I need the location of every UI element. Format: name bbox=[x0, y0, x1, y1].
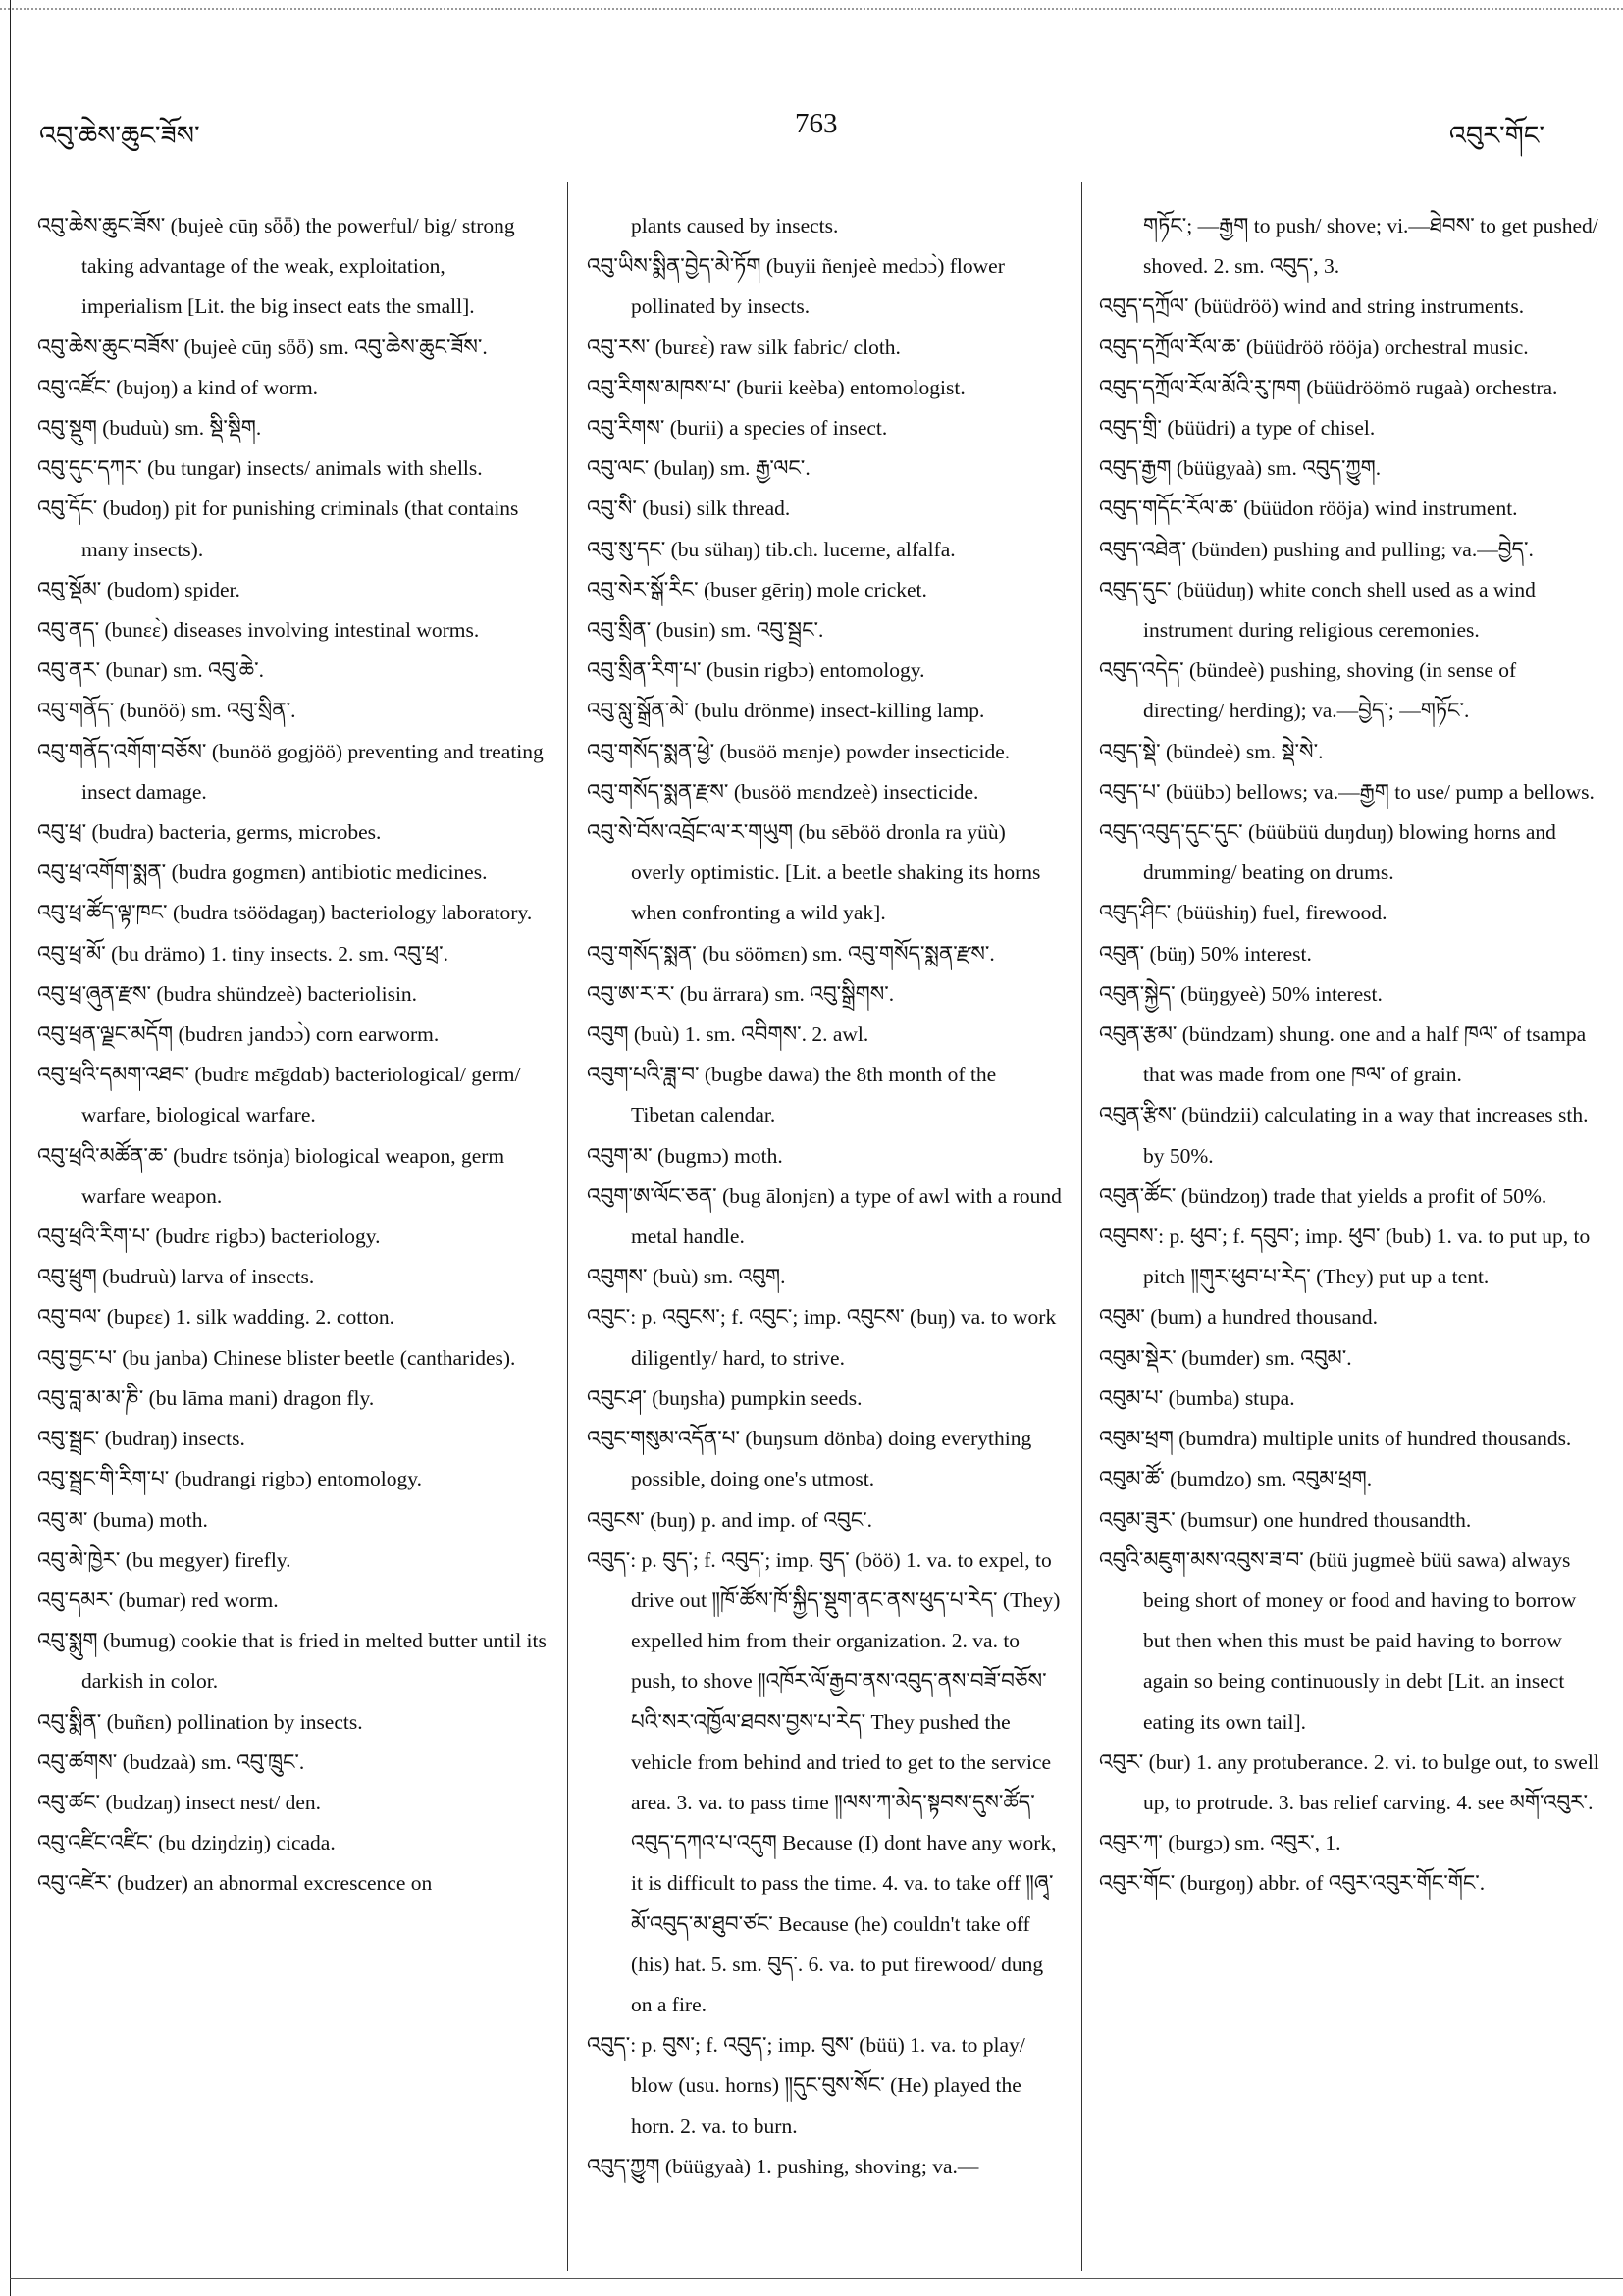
dictionary-entry: འབུ་སྲིན་རིག་པ་ (busin rigbɔ) entomology. bbox=[587, 658, 925, 683]
dictionary-entry: འབུ་འཛེར་ (budzer) an abnormal excrescence on bbox=[37, 1871, 433, 1896]
dictionary-entry: འབུ་སི་ (busi) silk thread. bbox=[587, 496, 791, 521]
dictionary-entry: འབུ་སེ་བོས་འབྲོང་ལ་ར་གཡུག (bu sēböö dronla ra yüù) overly optimistic. [Lit. a beetle shaking its horns when confronting a wild yak]. bbox=[587, 820, 1041, 925]
column-3 bbox=[1099, 206, 1599, 1905]
dictionary-entry: འབུ་ཕྲའི་དམག་འཐབ་ (budrɛ mɛ̄gdɑb) bacteriological/ germ/ warfare, biological warfare. bbox=[37, 1063, 521, 1127]
dictionary-entry: འབུམ་ཟུར་ (bumsur) one hundred thousandth. bbox=[1099, 1507, 1472, 1532]
dictionary-entry: འབུན་རྩིས་ (bündzii) calculating in a way that increases sth. by 50%. bbox=[1099, 1103, 1589, 1168]
dictionary-entry: འབུད་འབུད་དུང་དུང་ (büübüü duŋduŋ) blowing horns and drumming/ beating on drums. bbox=[1099, 820, 1556, 885]
dictionary-entry: འབུ་ཕྲའི་རིག་པ་ (budrɛ rigbɔ) bacteriology. bbox=[37, 1225, 381, 1249]
dictionary-entry: འབུ་གསོད་སྨན་ཕྱེ་ (busöö mɛnje) powder insecticide. bbox=[587, 739, 1011, 763]
dictionary-entry: འབུ་ཕྲའི་མཚོན་ཆ་ (budrɛ tsönja) biological weapon, germ warfare weapon. bbox=[37, 1143, 505, 1208]
dictionary-entry: འབུམ་ཚོ་ (bumdzo) sm. འབུམ་ཕྲག. bbox=[1099, 1467, 1373, 1491]
dictionary-entry: འབུ་ལང་ (bulaŋ) sm. རྒྱ་ལང་. bbox=[587, 456, 811, 481]
dictionary-entry: འབུ་སྨུག (bumug) cookie that is fried in melted butter until its darkish in color. bbox=[37, 1629, 547, 1694]
dictionary-entry: འབུ་མེ་ཁྱེར་ (bu megyer) firefly. bbox=[37, 1547, 291, 1572]
dictionary-entry: འབུད་གདོང་རོལ་ཆ་ (büüdon rööja) wind instrument. bbox=[1099, 496, 1518, 521]
dictionary-entry: འབུམ་སྡེར་ (bumder) sm. འབུམ་. bbox=[1099, 1345, 1352, 1370]
dictionary-entry: འབུ་སུ་དང་ (bu sühaŋ) tib.ch. lucerne, alfalfa. bbox=[587, 537, 956, 561]
dictionary-entry: འབུ་སྡུག (buduù) sm. སྡི་སྡིག. bbox=[37, 416, 262, 441]
header-left-guideword: འབུ་ཆེས་ཆུང་ཟོས་ bbox=[39, 121, 200, 150]
dictionary-entry: འབུ་སེར་སྒོ་རིང་ (buser gēriŋ) mole cricket. bbox=[587, 577, 927, 601]
dictionary-entry: འབུ་དུང་དཀར་ (bu tungar) insects/ animals with shells. bbox=[37, 456, 483, 481]
dictionary-entry: འབུ་རིགས་མཁས་པ་ (burii keèba) entomologist. bbox=[587, 375, 966, 399]
dictionary-entry-continuation: གཏོང་; —རྒྱག to push/ shove; vi.—ཐེབས་ to get pushed/ shoved. 2. sm. འབུད་, 3. bbox=[1143, 214, 1598, 279]
dictionary-entry: འབུན་སྐྱེད་ (büŋgyeè) 50% interest. bbox=[1099, 981, 1383, 1006]
dictionary-entry: འབུ་ཡིས་སྨིན་བྱེད་མེ་ཏོག (buyii ñenjeè medɔɔ̀) flower pollinated by insects. bbox=[587, 254, 1005, 319]
dictionary-entry: འབུན་ཚོང་ (bündzoŋ) trade that yields a profit of 50%. bbox=[1099, 1183, 1547, 1208]
dictionary-entry: འབུད་དཀྲོལ་རོལ་ཆ་ (büüdröö rööja) orchestral music. bbox=[1099, 335, 1529, 359]
dictionary-entry-continuation: plants caused by insects. bbox=[631, 214, 839, 237]
page-edge bbox=[10, 0, 11, 2296]
dictionary-entry: འབུ་རིགས་ (burii) a species of insect. bbox=[587, 416, 888, 441]
dictionary-entry: འབུ་ཕྲ་ཞུན་རྫས་ (budra shündzeè) bacteriolisin. bbox=[37, 981, 418, 1006]
header-right-guideword: འབུར་གོང་ bbox=[1448, 121, 1544, 150]
dictionary-entry: འབུ་ཕྲ་ཚོད་ལྟ་ཁང་ (budra tsöödagaŋ) bacteriology laboratory. bbox=[37, 901, 533, 925]
dictionary-entry: འབུད་པ་ (büübɔ) bellows; va.—རྒྱག to use/ pump a bellows. bbox=[1099, 779, 1595, 804]
dictionary-entry: འབུ་སྦྲང་གི་རིག་པ་ (budrangi rigbɔ) entomology. bbox=[37, 1467, 423, 1491]
dictionary-entry: འབུ་ཕྲ་མོ་ (bu drämo) 1. tiny insects. 2. sm. འབུ་ཕྲ་. bbox=[37, 941, 449, 965]
dictionary-entry: འབུམ་ (bum) a hundred thousand. bbox=[1099, 1305, 1378, 1330]
column-1 bbox=[37, 206, 548, 1905]
dictionary-entry: འབུད་གྲི་ (büüdri) a type of chisel. bbox=[1099, 416, 1376, 441]
dictionary-entry: འབུ་ཆེས་ཆུང་བཟོས་ (bujeè cūŋ sȫȫ) sm. འབུ་ཆེས་ཆུང་ཟོས་. bbox=[37, 335, 488, 359]
dictionary-entry: འབུ་འཛོང་ (bujoŋ) a kind of worm. bbox=[37, 375, 319, 399]
dictionary-entry: འབུམ་ཕྲག (bumdra) multiple units of hundred thousands. bbox=[1099, 1427, 1572, 1451]
dictionary-entry: འབུ་འཛིང་འཛིང་ (bu dziŋdziŋ) cicada. bbox=[37, 1831, 336, 1855]
dictionary-entry: འབུད་དུང་ (büüduŋ) white conch shell used as a wind instrument during religious ceremonies. bbox=[1099, 577, 1536, 643]
dictionary-entry: འབུད་ཤིང་ (büüshiŋ) fuel, firewood. bbox=[1099, 901, 1387, 925]
column-divider bbox=[567, 182, 568, 2271]
dictionary-entry: འབུ་བལ་ (bupɛɛ) 1. silk wadding. 2. cotton. bbox=[37, 1305, 395, 1330]
dictionary-entry: འབུ་གནོད་འགོག་བཅོས་ (bunöö gogjöö) preventing and treating insect damage. bbox=[37, 739, 544, 804]
dictionary-entry: འབུད་འཐེན་ (bünden) pushing and pulling; va.—བྱེད་. bbox=[1099, 537, 1534, 561]
dictionary-entry: འབུ་དམར་ (bumar) red worm. bbox=[37, 1588, 279, 1612]
dictionary-entry: འབུ་གསོད་སྨན་རྫས་ (busöö mɛndzeè) insecticide. bbox=[587, 779, 979, 804]
dictionary-entry: འབུད་ཀྱུག (büügyaà) 1. pushing, shoving; va.— bbox=[587, 2154, 979, 2178]
dictionary-entry: འབུ་སླུ་སྒྲོན་མེ་ (bulu drönme) insect-killing lamp. bbox=[587, 699, 985, 723]
dictionary-entry: འབུ་ཕྲ་ (budra) bacteria, germs, microbes. bbox=[37, 820, 382, 845]
dictionary-entry: འབུ་སྡོམ་ (budom) spider. bbox=[37, 577, 240, 601]
dictionary-entry: འབུ་བྱང་པ་ (bu janba) Chinese blister beetle (cantharides). bbox=[37, 1345, 516, 1370]
column-divider bbox=[1081, 182, 1082, 2271]
dictionary-entry: འབུ་སྲིན་ (busin) sm. འབུ་སྦྲང་. bbox=[587, 618, 824, 643]
dictionary-entry: འབུང་ཤ་ (buŋsha) pumpkin seeds. bbox=[587, 1385, 863, 1410]
dictionary-entry: འབུག་པའི་ཟླ་བ་ (bugbe dawa) the 8th month of the Tibetan calendar. bbox=[587, 1063, 997, 1127]
dictionary-entry: འབུངས་ (buŋ) p. and imp. of འབུང་. bbox=[587, 1507, 872, 1532]
dictionary-entry: འབུད་སྡེ་ (bündeè) sm. སྡེ་སེ་. bbox=[1099, 739, 1324, 763]
bottom-rule bbox=[10, 2278, 1623, 2279]
dictionary-entry: འབུ་ཕྲུག (budruù) larva of insects. bbox=[37, 1265, 315, 1289]
top-rule bbox=[0, 8, 1623, 10]
dictionary-entry: འབུང་གསུམ་འདོན་པ་ (buŋsum dönba) doing everything possible, doing one's utmost. bbox=[587, 1427, 1032, 1491]
dictionary-entry: འབུ་ནད་ (bunɛɛ̀) diseases involving intestinal worms. bbox=[37, 618, 480, 643]
dictionary-entry: འབུར་གོང་ (burgoŋ) abbr. of འབུར་འབུར་གོང་གོང་. bbox=[1099, 1871, 1486, 1896]
dictionary-entry: འབུ་དོང་ (budoŋ) pit for punishing criminals (that contains many insects). bbox=[37, 496, 519, 561]
dictionary-entry: འབུན་ (büŋ) 50% interest. bbox=[1099, 941, 1312, 965]
dictionary-entry: འབུག་ཨ་ལོང་ཅན་ (bug ālonjɛn) a type of awl with a round metal handle. bbox=[587, 1183, 1062, 1249]
dictionary-entry: འབུར་ (bur) 1. any protuberance. 2. vi. to bulge out, to swell up, to protrude. 3. bas relief carving. 4. see མགོ་འབུར་. bbox=[1099, 1749, 1599, 1814]
dictionary-entry: འབུ་ཨ་ར་ར་ (bu ärrara) sm. འབུ་སྒྲིགས་. bbox=[587, 981, 895, 1006]
dictionary-entry: འབུམ་པ་ (bumba) stupa. bbox=[1099, 1385, 1295, 1410]
dictionary-entry: འབུད་རྒྱག (büügyaà) sm. འབུད་ཀྱུག. bbox=[1099, 456, 1382, 481]
dictionary-entry: འབུད་དཀྲོལ་རོལ་མོའི་རུ་ཁག (büüdröömö rugaà) orchestra. bbox=[1099, 375, 1558, 399]
dictionary-entry: འབུ་སྨིན་ (buñɛn) pollination by insects. bbox=[37, 1709, 363, 1734]
dictionary-entry: འབུན་རྩམ་ (bündzam) shung. one and a half ཁལ་ of tsampa that was made from one ཁལ་ of grain. bbox=[1099, 1022, 1587, 1087]
dictionary-entry: འབུགས་ (buù) sm. འབུག. bbox=[587, 1265, 786, 1289]
dictionary-entry: འབུ་ཚང་ (budzaŋ) insect nest/ den. bbox=[37, 1790, 322, 1814]
dictionary-entry: འབུག་མ་ (bugmɔ) moth. bbox=[587, 1143, 783, 1168]
dictionary-entry: འབུད་: p. བུད་; f. འབུད་; imp. བུད་ (böö) 1. va. to expel, to drive out ༎ཁོ་ཚོས་ཁོ་སྐྱིད་སྡུག་ནང་ནས་ཕུད་པ་རེད་ (They) expelled him from their organization. 2. va. to push, to shove ༎འཁོར་ལོ་རྒྱབ་ནས་འབུད་ནས་བཟོ་བཅོས་པའི་སར་འཁྱོལ་ཐབས་བྱས་པ་རེད་ They pushed the vehicle from behind and tried to get to the service area. 3. va. to pass time ༎ལས་ཀ་མེད་སྟབས་དུས་ཚོད་འབུད་དཀའ་པ་འདུག Because (I) dont have any work, it is difficult to pass the time. 4. va. to take off ༎ཞྭ་མོ་འབུད་མ་ཐུབ་ཙང་ Because (he) couldn't take off (his) hat. 5. sm. བུད་. 6. va. to put firewood/ dung on a fire. bbox=[587, 1547, 1061, 2016]
dictionary-entry: འབུ་མ་ (buma) moth. bbox=[37, 1507, 208, 1532]
dictionary-entry: འབུ་ཚགས་ (budzaà) sm. འབུ་ཁྲུང་. bbox=[37, 1749, 305, 1774]
dictionary-entry: འབུ་ནར་ (bunar) sm. འབུ་ཆེ་. bbox=[37, 658, 264, 683]
dictionary-entry: འབུ་ཕྲན་ལྗང་མདོག (budrɛn jandɔɔ̀) corn earworm. bbox=[37, 1022, 440, 1047]
dictionary-entry: འབུད་འདེད་ (bündeè) pushing, shoving (in sense of directing/ herding); va.—བྱེད་; —གཏོང་. bbox=[1099, 658, 1517, 723]
dictionary-entry: འབུ་ཆེས་ཆུང་ཟོས་ (bujeè cūŋ sȫȫ) the powerful/ big/ strong taking advantage of the weak, exploitation, imperialism [Lit. the big insect eats the small]. bbox=[37, 214, 515, 319]
dictionary-entry: འབུ་རས་ (burɛɛ̀) raw silk fabric/ cloth. bbox=[587, 335, 901, 359]
dictionary-entry: འབུར་ཀ་ (burgɔ) sm. འབུར་, 1. bbox=[1099, 1831, 1341, 1855]
dictionary-entry: འབུ་སྦྲང་ (budraŋ) insects. bbox=[37, 1427, 245, 1451]
dictionary-entry: འབུའི་མཇུག་མས་འབུས་ཟ་བ་ (büü jugmeè büü sawa) always being short of money or food and having to borrow but then when this must be paid having to borrow again so being continuously in debt [Lit. an insect eating its own tail]. bbox=[1099, 1547, 1577, 1734]
dictionary-entry: འབུད་: p. བུས་; f. འབུད་; imp. བུས་ (büü) 1. va. to play/ blow (usu. horns) ༎དུང་བུས་སོང་ (He) played the horn. 2. va. to burn. bbox=[587, 2033, 1025, 2138]
dictionary-entry: འབུག (buù) 1. sm. འབིགས་. 2. awl. bbox=[587, 1022, 869, 1047]
dictionary-entry: འབུ་བླ་མ་མ་ཎི་ (bu lāma mani) dragon fly. bbox=[37, 1385, 375, 1410]
dictionary-entry: འབུ་ཕྲ་འགོག་སྨན་ (budra gogmɛn) antibiotic medicines. bbox=[37, 861, 488, 885]
column-2 bbox=[587, 206, 1063, 2187]
page-number: 763 bbox=[795, 108, 838, 139]
dictionary-entry: འབུང་: p. འབུངས་; f. འབུང་; imp. འབུངས་ (buŋ) va. to work diligently/ hard, to strive. bbox=[587, 1305, 1057, 1370]
dictionary-entry: འབུ་གསོད་སྨན་ (bu söömɛn) sm. འབུ་གསོད་སྨན་རྫས་. bbox=[587, 941, 995, 965]
dictionary-entry: འབུད་དཀྲོལ་ (büüdröö) wind and string instruments. bbox=[1099, 294, 1525, 319]
dictionary-entry: འབུབས་: p. ཕུབ་; f. དབུབ་; imp. ཕུབ་ (bub) 1. va. to put up, to pitch ༎གུར་ཕུབ་པ་རེད་ (They) put up a tent. bbox=[1099, 1225, 1591, 1289]
dictionary-entry: འབུ་གནོད་ (bunöö) sm. འབུ་སྲིན་. bbox=[37, 699, 296, 723]
